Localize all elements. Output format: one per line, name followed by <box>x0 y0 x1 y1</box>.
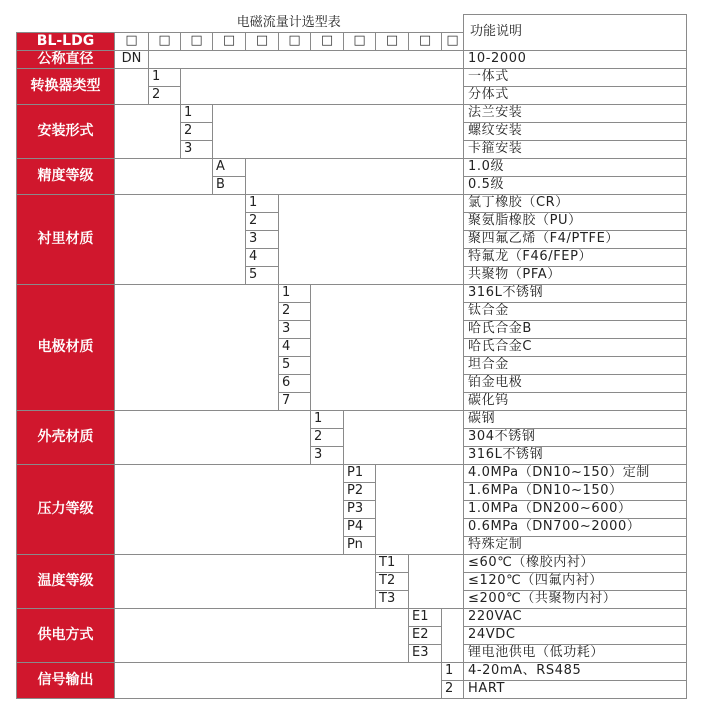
option-description: 316L不锈钢 <box>464 284 687 302</box>
selection-sheet <box>16 14 687 699</box>
option-code: A <box>213 158 246 176</box>
option-description: 1.6MPa（DN10~150） <box>464 482 687 500</box>
section-label: 压力等级 <box>17 464 115 554</box>
code-box: □ <box>213 32 246 50</box>
option-description: 1.0级 <box>464 158 687 176</box>
option-description: 坦合金 <box>464 356 687 374</box>
option-description: 螺纹安装 <box>464 122 687 140</box>
nominal-diameter-description: 10-2000 <box>464 50 687 68</box>
option-code: 2 <box>246 212 279 230</box>
option-code: 2 <box>311 428 344 446</box>
blank-span <box>409 554 464 608</box>
option-code: 5 <box>279 356 311 374</box>
option-code: B <box>213 176 246 194</box>
option-description: 4-20mA、RS485 <box>464 662 687 680</box>
option-description: 碳钢 <box>464 410 687 428</box>
option-description: 哈氏合金C <box>464 338 687 356</box>
blank-span <box>376 464 464 554</box>
code-box: □ <box>279 32 311 50</box>
code-box: □ <box>311 32 344 50</box>
option-code: T3 <box>376 590 409 608</box>
blank-span <box>115 104 181 158</box>
option-code: 6 <box>279 374 311 392</box>
title-row <box>17 15 687 33</box>
option-description: 一体式 <box>464 68 687 86</box>
option-description: 特殊定制 <box>464 536 687 554</box>
option-description: ≤120℃（四氟内衬） <box>464 572 687 590</box>
code-box: □ <box>442 32 464 50</box>
blank-span <box>115 68 149 104</box>
option-description: ≤60℃（橡胶内衬） <box>464 554 687 572</box>
blank-span <box>181 68 464 104</box>
option-code: 1 <box>149 68 181 86</box>
option-code: 2 <box>279 302 311 320</box>
option-description: 卡箍安装 <box>464 140 687 158</box>
section-label: 信号输出 <box>17 662 115 698</box>
option-code: 1 <box>311 410 344 428</box>
option-code: P2 <box>344 482 376 500</box>
option-description: 钛合金 <box>464 302 687 320</box>
section-label: 供电方式 <box>17 608 115 662</box>
option-description: 220VAC <box>464 608 687 626</box>
option-code: E3 <box>409 644 442 662</box>
option-row <box>17 554 687 572</box>
option-description: 分体式 <box>464 86 687 104</box>
option-description: 锂电池供电（低功耗） <box>464 644 687 662</box>
code-box: □ <box>246 32 279 50</box>
section-label: 安装形式 <box>17 104 115 158</box>
option-description: 铂金电极 <box>464 374 687 392</box>
section-label: 精度等级 <box>17 158 115 194</box>
option-code: P1 <box>344 464 376 482</box>
code-box: □ <box>181 32 213 50</box>
option-code: E1 <box>409 608 442 626</box>
option-code: Pn <box>344 536 376 554</box>
blank-span <box>115 194 246 284</box>
blank-span <box>115 410 311 464</box>
option-description: 0.6MPa（DN700~2000） <box>464 518 687 536</box>
option-description: 哈氏合金B <box>464 320 687 338</box>
option-code: 7 <box>279 392 311 410</box>
blank-span <box>115 554 376 608</box>
blank-span <box>246 158 464 194</box>
option-description: 0.5级 <box>464 176 687 194</box>
option-row <box>17 284 687 302</box>
option-description: 碳化钨 <box>464 392 687 410</box>
option-description: ≤200℃（共聚物内衬） <box>464 590 687 608</box>
option-code: 1 <box>279 284 311 302</box>
option-code: 3 <box>311 446 344 464</box>
blank-span <box>115 284 279 410</box>
option-row <box>17 464 687 482</box>
code-box: □ <box>344 32 376 50</box>
function-header: 功能说明 <box>464 15 687 51</box>
section-label: 电极材质 <box>17 284 115 410</box>
blank-span <box>279 194 464 284</box>
option-code: E2 <box>409 626 442 644</box>
option-description: 316L不锈钢 <box>464 446 687 464</box>
nominal-diameter-code: DN <box>115 50 149 68</box>
option-code: 1 <box>246 194 279 212</box>
blank-span <box>115 158 213 194</box>
section-label: 衬里材质 <box>17 194 115 284</box>
blank-span <box>149 50 464 68</box>
option-description: 聚四氟乙烯（F4/PTFE） <box>464 230 687 248</box>
blank-span <box>442 608 464 662</box>
option-code: 4 <box>246 248 279 266</box>
selection-table <box>16 14 687 699</box>
option-code: 4 <box>279 338 311 356</box>
blank-span <box>115 662 442 698</box>
option-row <box>17 662 687 680</box>
option-description: 4.0MPa（DN10~150）定制 <box>464 464 687 482</box>
code-box: □ <box>149 32 181 50</box>
blank-span <box>213 104 464 158</box>
option-code: T1 <box>376 554 409 572</box>
option-code: 3 <box>181 140 213 158</box>
option-row <box>17 158 687 176</box>
option-code: 5 <box>246 266 279 284</box>
nominal-diameter-label: 公称直径 <box>17 50 115 68</box>
option-code: T2 <box>376 572 409 590</box>
option-code: P3 <box>344 500 376 518</box>
table-title: 电磁流量计选型表 <box>236 15 341 30</box>
title-spacer <box>17 15 115 33</box>
option-row <box>17 410 687 428</box>
section-label: 温度等级 <box>17 554 115 608</box>
option-description: 氯丁橡胶（CR） <box>464 194 687 212</box>
option-code: 2 <box>442 680 464 698</box>
nominal-diameter-row <box>17 50 687 68</box>
code-box: □ <box>409 32 442 50</box>
option-description: 1.0MPa（DN200~600） <box>464 500 687 518</box>
option-code: 2 <box>181 122 213 140</box>
option-description: HART <box>464 680 687 698</box>
option-row <box>17 194 687 212</box>
option-description: 聚氨脂橡胶（PU） <box>464 212 687 230</box>
option-description: 共聚物（PFA） <box>464 266 687 284</box>
option-description: 304不锈钢 <box>464 428 687 446</box>
option-code: 2 <box>149 86 181 104</box>
blank-span <box>311 284 464 410</box>
code-box: □ <box>115 32 149 50</box>
option-description: 24VDC <box>464 626 687 644</box>
option-code: 1 <box>442 662 464 680</box>
option-row <box>17 68 687 86</box>
option-code: P4 <box>344 518 376 536</box>
section-label: 转换器类型 <box>17 68 115 104</box>
option-code: 3 <box>279 320 311 338</box>
blank-span <box>344 410 464 464</box>
option-code: 3 <box>246 230 279 248</box>
code-box: □ <box>376 32 409 50</box>
option-row <box>17 104 687 122</box>
option-description: 特氟龙（F46/FEP） <box>464 248 687 266</box>
section-label: 外壳材质 <box>17 410 115 464</box>
option-row <box>17 608 687 626</box>
blank-span <box>115 608 409 662</box>
model-code: BL-LDG <box>17 32 115 50</box>
option-description: 法兰安装 <box>464 104 687 122</box>
option-code: 1 <box>181 104 213 122</box>
blank-span <box>115 464 344 554</box>
